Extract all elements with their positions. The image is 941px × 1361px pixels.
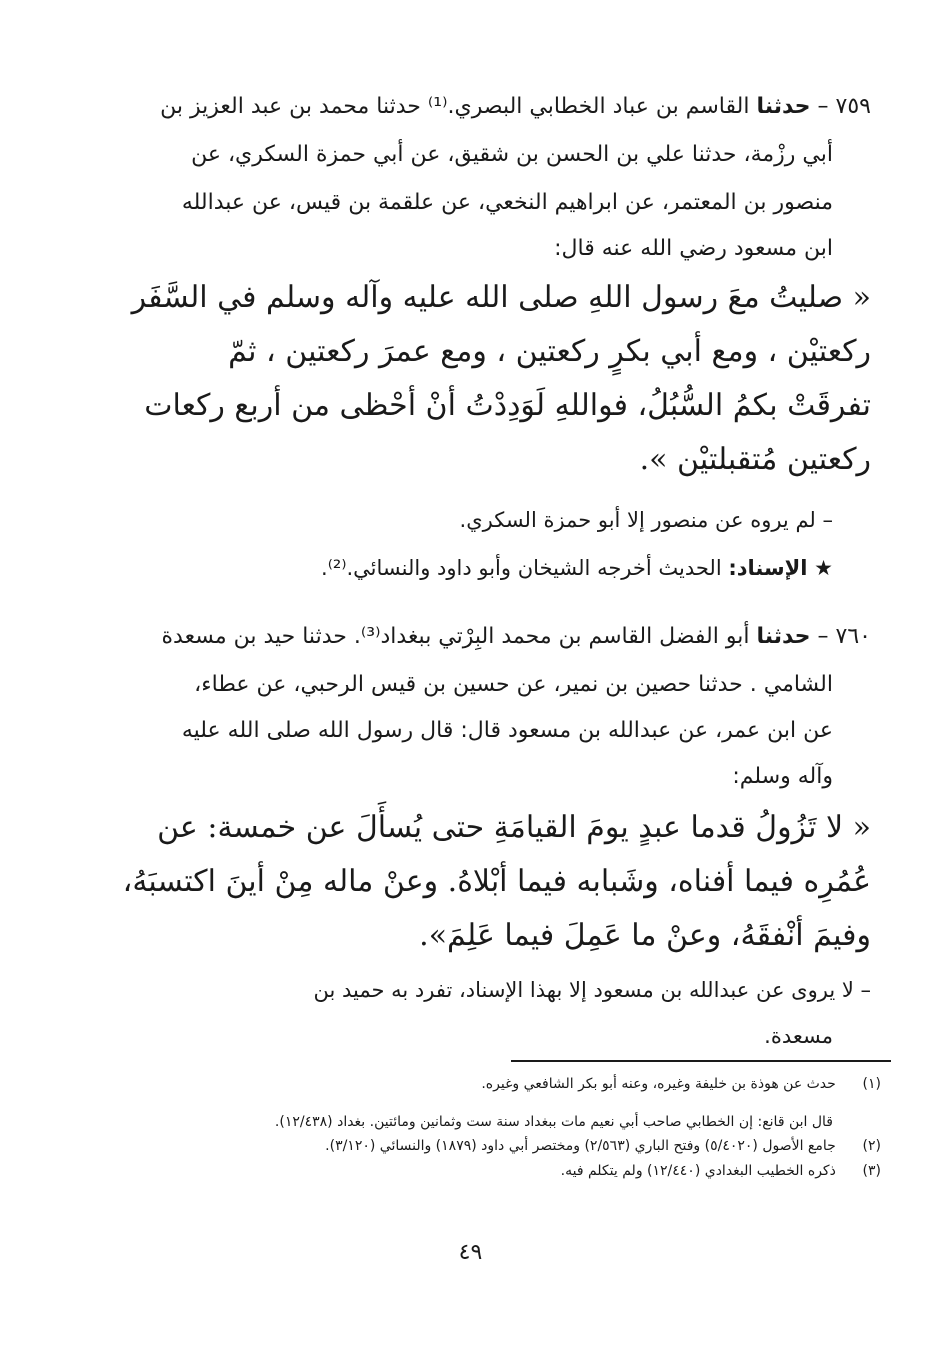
narration-line: الشامي . حدثنا حصين بن نمير، عن حسين بن قيس الرحبي، عن عطاء، — [194, 672, 833, 697]
narration-line: أبي رزْمة، حدثنا علي بن الحسن بن شقيق، عن أبي حمزة السكري، عن — [191, 142, 833, 167]
hadith-number: ٧٥٩ — [835, 94, 871, 119]
hadith-note: مسعدة. — [764, 1024, 833, 1048]
footnote-1 — [481, 1076, 881, 1092]
footnote-text: حدث عن هوذة بن خليفة وغيره، وعنه أبو بكر الشافعي وغيره. — [481, 1076, 836, 1092]
hadith-number: ٧٦٠ — [835, 624, 871, 649]
narration-text: أبو الفضل القاسم بن محمد البِرْتي ببغداد⁽³⁾. حدثنا حيد بن مسعدة — [161, 624, 750, 649]
narration-text: القاسم بن عباد الخطابي البصري.⁽¹⁾ حدثنا محمد بن عبد العزيز بن — [160, 94, 750, 119]
narration-line: ابن مسعود رضي الله عنه قال: — [554, 236, 833, 261]
isnad-text: الحديث أخرجه الشيخان وأبو داود والنسائي.⁽²⁾. — [321, 556, 722, 580]
hadith-text-line: عُمُرِه فيما أفناه، وشَبابه فيما أبْلاهُ. وعنْ ماله مِنْ أينَ اكتسبَهُ، — [122, 864, 871, 899]
footnote-text: جامع الأصول (٥/٤٠٢٠) وفتح الباري (٢/٥٦٣) ومختصر أبي داود (١٨٧٩) والنسائي (٣/١٢٠). — [325, 1138, 836, 1154]
narration-line: منصور بن المعتمر، عن ابراهيم النخعي، عن علقمة بن قيس، عن عبدالله — [181, 190, 833, 215]
narration-line: وآله وسلم: — [732, 764, 833, 789]
footnote-marker: (٣) — [862, 1163, 881, 1179]
footnote-marker: (١) — [862, 1076, 881, 1092]
hadith-note: – لم يروه عن منصور إلا أبو حمزة السكري. — [459, 508, 833, 532]
hadith-760-line-1: ٧٦٠ – حدثنا أبو الفضل القاسم بن محمد البِرْتي ببغداد⁽³⁾. حدثنا حيد بن مسعدة — [161, 624, 871, 649]
footnote-marker: (٢) — [862, 1138, 881, 1154]
isnad-label: الإسناد: — [728, 556, 808, 580]
hadith-note: – لا يروى عن عبدالله بن مسعود إلا بهذا الإسناد، تفرد به حميد بن — [313, 978, 871, 1002]
hadith-text-line: ركعتيْن ، ومع أبي بكرٍ ركعتين ، ومع عمرَ ركعتين ، ثمّ — [228, 334, 871, 369]
hadith-lead-word: حدثنا — [756, 624, 811, 649]
hadith-759-line-1: ٧٥٩ – حدثنا القاسم بن عباد الخطابي البصري.⁽¹⁾ حدثنا محمد بن عبد العزيز بن — [160, 94, 871, 119]
footnote-2 — [325, 1138, 881, 1154]
hadith-text-line: تفرقَتْ بكمُ السُّبُلُ، فواللهِ لَوَدِدْتُ أنْ أحْظى من أربع ركعات — [144, 388, 871, 423]
hadith-lead-word: حدثنا — [756, 94, 811, 119]
footnote-separator — [511, 1060, 891, 1062]
hadith-text-line: وفيمَ أنْفقَهُ، وعنْ ما عَمِلَ فيما عَلِمَ». — [419, 918, 871, 953]
hadith-text-line: ركعتين مُتقبلتيْن ». — [639, 442, 871, 477]
hadith-text-line: « صليتُ معَ رسول اللهِ صلى الله عليه وآله وسلم في السَّفَر — [131, 280, 871, 315]
page-number: ٤٩ — [458, 1240, 483, 1265]
footnote-3 — [561, 1163, 881, 1179]
star-icon: ★ — [814, 556, 833, 580]
narration-line: عن ابن عمر، عن عبدالله بن مسعود قال: قال رسول الله صلى الله عليه — [181, 718, 833, 743]
footnote-text: ذكره الخطيب البغدادي (١٢/٤٤٠) ولم يتكلم فيه. — [560, 1163, 836, 1179]
isnad-line — [321, 556, 833, 580]
footnote-continuation: قال ابن قانع: إن الخطابي صاحب أبي نعيم مات ببغداد سنة ست وثمانين ومائتين. بغداد (١٢/٤٣٨). — [274, 1114, 833, 1130]
hadith-text-line: « لا تَزُولُ قدما عبدٍ يومَ القيامَةِ حتى يُسأَلَ عن خمسة: عن — [157, 810, 871, 845]
